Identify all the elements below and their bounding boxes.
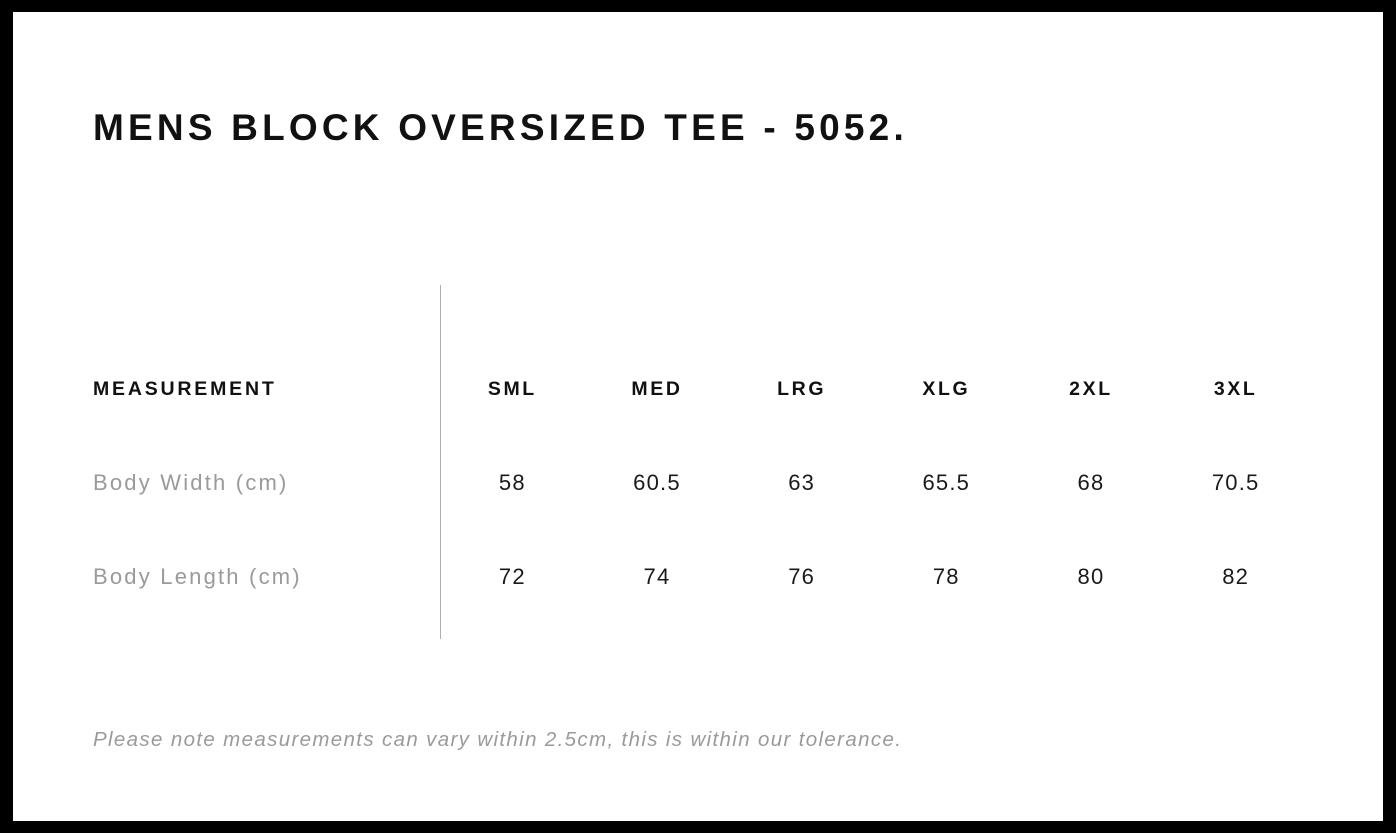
cell-body-length-lrg: 76 <box>788 564 816 589</box>
cell-body-length-sml: 72 <box>498 564 526 589</box>
cell-body-length-2xl: 80 <box>1077 564 1105 589</box>
column-header-med: MED <box>631 377 683 400</box>
column-header-sml: SML <box>487 377 537 400</box>
cell-body-width-2xl: 68 <box>1077 470 1105 495</box>
cell-body-width-med: 60.5 <box>633 470 681 495</box>
cell-body-length-med: 74 <box>643 564 671 589</box>
cell-body-length-3xl: 82 <box>1222 564 1250 589</box>
cell-body-length-xlg: 78 <box>932 564 960 589</box>
page-title: MENS BLOCK OVERSIZED TEE - 5052. <box>93 107 908 148</box>
size-chart-page <box>13 12 1383 821</box>
column-header-3xl: 3XL <box>1213 377 1258 400</box>
size-table-container <box>13 12 1383 821</box>
cell-body-width-lrg: 63 <box>788 470 816 495</box>
column-header-measurement: MEASUREMENT <box>93 377 277 400</box>
size-table <box>93 342 1308 624</box>
cell-body-width-sml: 58 <box>498 470 526 495</box>
cell-body-width-xlg: 65.5 <box>922 470 971 495</box>
row-label-body-width: Body Width (cm) <box>93 470 289 495</box>
size-table-body <box>93 436 1308 624</box>
row-label-body-length: Body Length (cm) <box>93 564 302 589</box>
column-header-lrg: LRG <box>777 377 827 400</box>
tolerance-note: Please note measurements can vary within 2.5cm, this is within our tolerance. <box>93 728 903 751</box>
size-table-header <box>93 342 1308 436</box>
cell-body-width-3xl: 70.5 <box>1211 470 1260 495</box>
table-row <box>93 436 1308 530</box>
table-header-row <box>93 342 1308 436</box>
column-header-2xl: 2XL <box>1069 377 1113 400</box>
column-header-xlg: XLG <box>922 377 971 400</box>
table-row <box>93 530 1308 624</box>
